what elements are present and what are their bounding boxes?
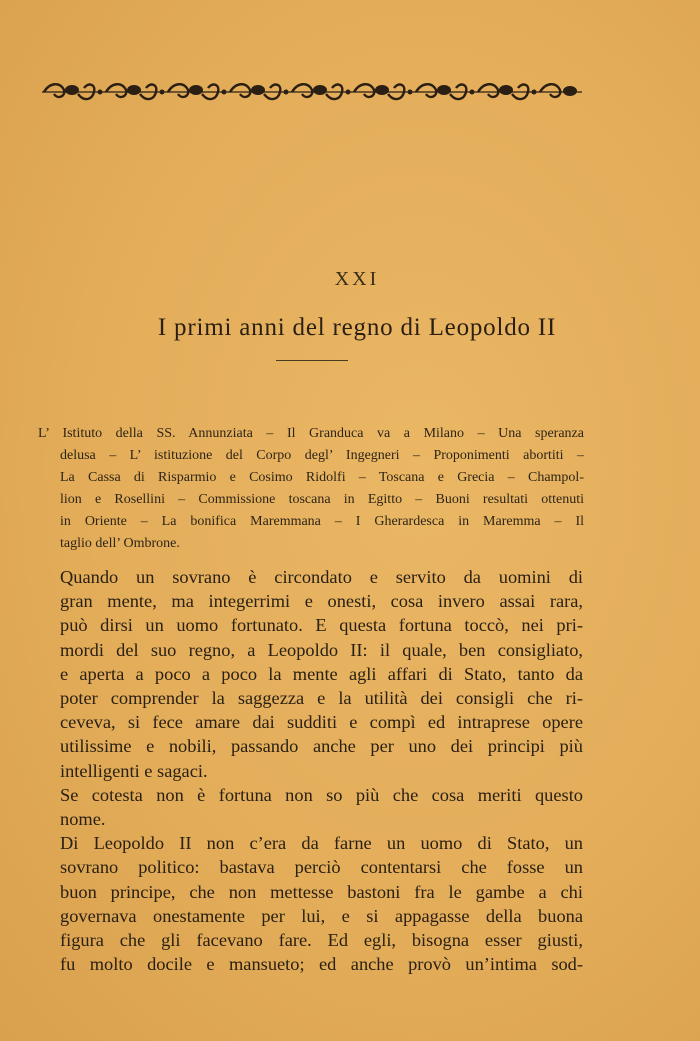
body-line: Se cotesta non è fortuna non so più che cosa meriti questo (60, 784, 583, 805)
body-line: gran mente, ma integerrimi e onesti, cosa invero assai rara, (60, 591, 583, 612)
summary-line: L’ Istituto della SS. Annunziata – Il Granduca va a Milano – Una speranza (38, 426, 584, 441)
body-line: ceveva, si fece amare dai sudditi e compì ed intraprese opere (60, 712, 583, 733)
body-line: governava onestamente per lui, e si appagasse della buona (60, 905, 583, 926)
title-divider (276, 360, 348, 361)
floral-border-ornament-icon (42, 78, 582, 106)
body-line: utilissime e nobili, passando anche per uno dei principi più (60, 736, 583, 757)
body-line: nome. (60, 809, 106, 830)
body-line: Quando un sovrano è circondato e servito da uomini di (60, 567, 583, 587)
summary-line: delusa – L’ istituzione del Corpo degl’ Ingegneri – Proponimenti abortiti – (60, 448, 584, 463)
chapter-summary (38, 423, 584, 555)
summary-line: La Cassa di Risparmio e Cosimo Ridolfi – Toscana e Grecia – Champol- (60, 470, 584, 485)
body-line: mordi del suo regno, a Leopoldo II: il quale, ben consigliato, (60, 639, 583, 660)
body-line: fu molto docile e mansueto; ed anche provò un’intima sod- (60, 954, 583, 975)
summary-line: lion e Rosellini – Commissione toscana in Egitto – Buoni resultati ottenuti (60, 492, 584, 507)
body-line: Di Leopoldo II non c’era da farne un uomo di Stato, un (60, 833, 583, 854)
body-line: figura che gli facevano fare. Ed egli, bisogna esser giusti, (60, 930, 583, 951)
body-line: intelligenti e sagaci. (60, 760, 208, 781)
chapter-title: I primi anni del regno di Leopoldo II (157, 314, 557, 341)
summary-line: in Oriente – La bonifica Maremmana – I Gherardesca in Maremma – Il (60, 514, 584, 529)
chapter-number: XXI (334, 268, 380, 290)
body-line: poter comprender la saggezza e la utilità dei consigli che ri- (60, 688, 583, 709)
summary-line: taglio dell’ Ombrone. (60, 536, 180, 551)
body-text (60, 565, 583, 976)
body-line: e aperta a poco a poco la mente agli affari di Stato, tanto da (60, 663, 583, 684)
body-line: sovrano politico: bastava perciò contentarsi che fosse un (60, 857, 583, 878)
body-line: buon principe, che non mettesse bastoni fra le gambe a chi (60, 881, 583, 902)
body-line: può dirsi un uomo fortunato. E questa fortuna toccò, nei pri- (60, 615, 583, 636)
